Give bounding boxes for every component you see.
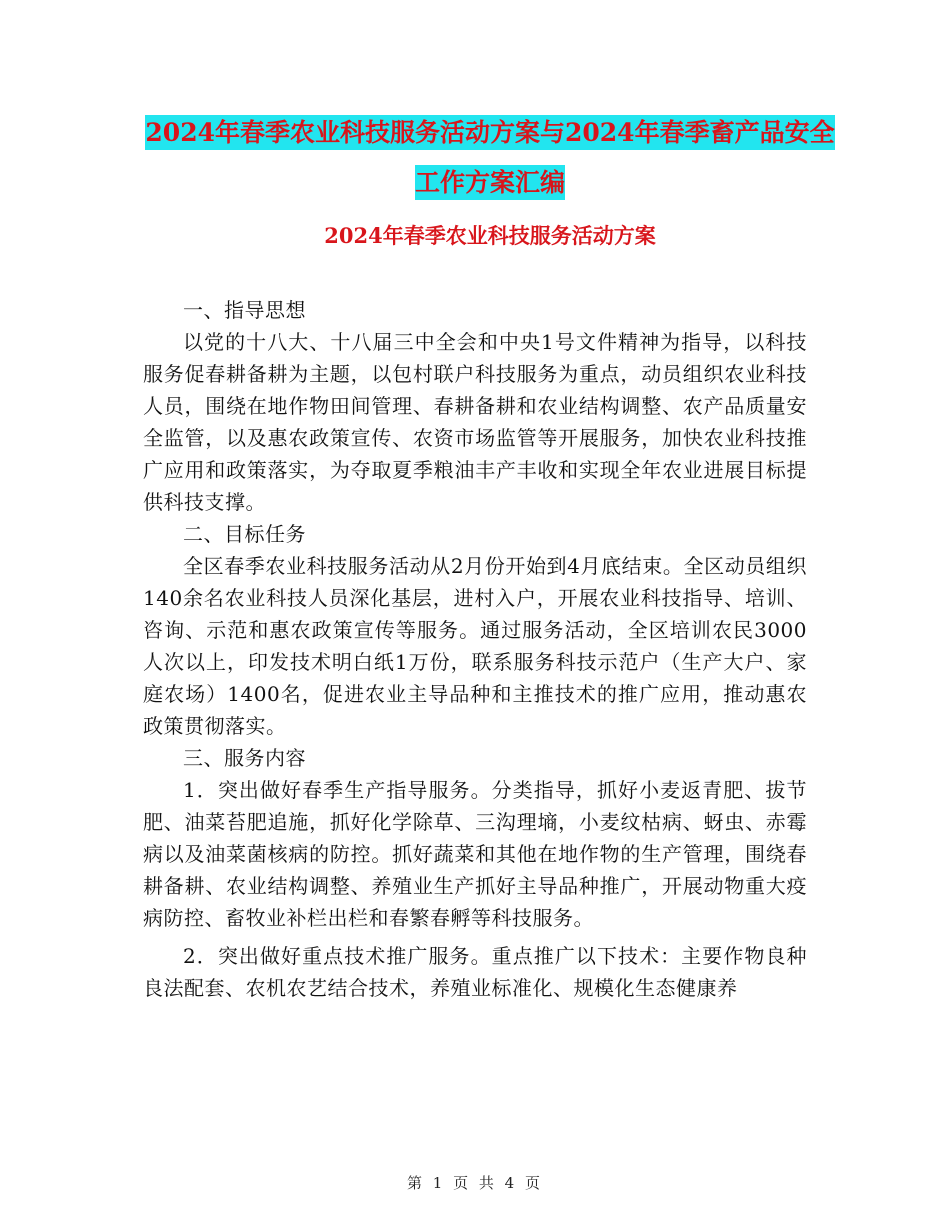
paragraph-goals: 全区春季农业科技服务活动从2月份开始到4月底结束。全区动员组织140余名农业科技人员深化基层，进村入户，开展农业科技指导、培训、咨询、示范和惠农政策宣传等服务。通过服务活动，全区培训农民3000人次以上，印发技术明白纸1万份，联系服务科技示范户（生产大户、家庭农场）1400名，促进农业主导品种和主推技术的推广应用，推动惠农政策贯彻落实。: [143, 554, 807, 738]
paragraph-service-1: 1．突出做好春季生产指导服务。分类指导，抓好小麦返青肥、拔节肥、油菜苔肥追施，抓好化学除草、三沟理墒，小麦纹枯病、蚜虫、赤霉病以及油菜菌核病的防控。抓好蔬菜和其他在地作物的生产管理，围绕春耕备耕、农业结构调整、养殖业生产抓好主导品种推广，开展动物重大疫病防控、畜牧业补栏出栏和春繁春孵等科技服务。: [143, 778, 807, 930]
heading-goals: 二、目标任务: [183, 522, 306, 546]
title-highlight: 2024年春季农业科技服务活动方案与2024年春季畜产品安全工作方案汇编: [145, 115, 834, 200]
page-footer: 第 1 页 共 4 页: [407, 1174, 543, 1192]
document-body: [143, 294, 807, 1004]
heading-service-content: 三、服务内容: [183, 746, 306, 770]
paragraph-guiding-thought: 以党的十八大、十八届三中全会和中央1号文件精神为指导，以科技服务促春耕备耕为主题，以包村联户科技服务为重点，动员组织农业科技人员，围绕在地作物田间管理、春耕备耕和农业结构调整、农产品质量安全监管，以及惠农政策宣传、农资市场监管等开展服务，加快农业科技推广应用和政策落实，为夺取夏季粮油丰产丰收和实现全年农业进展目标提供科技支撑。: [143, 330, 807, 514]
paragraph-service-2: 2．突出做好重点技术推广服务。重点推广以下技术：主要作物良种良法配套、农机农艺结合技术，养殖业标准化、规模化生态健康养: [143, 944, 807, 1000]
document-title: [140, 108, 840, 208]
section-title: 2024年春季农业科技服务活动方案: [324, 223, 656, 248]
heading-guiding-thought: 一、指导思想: [183, 298, 306, 322]
